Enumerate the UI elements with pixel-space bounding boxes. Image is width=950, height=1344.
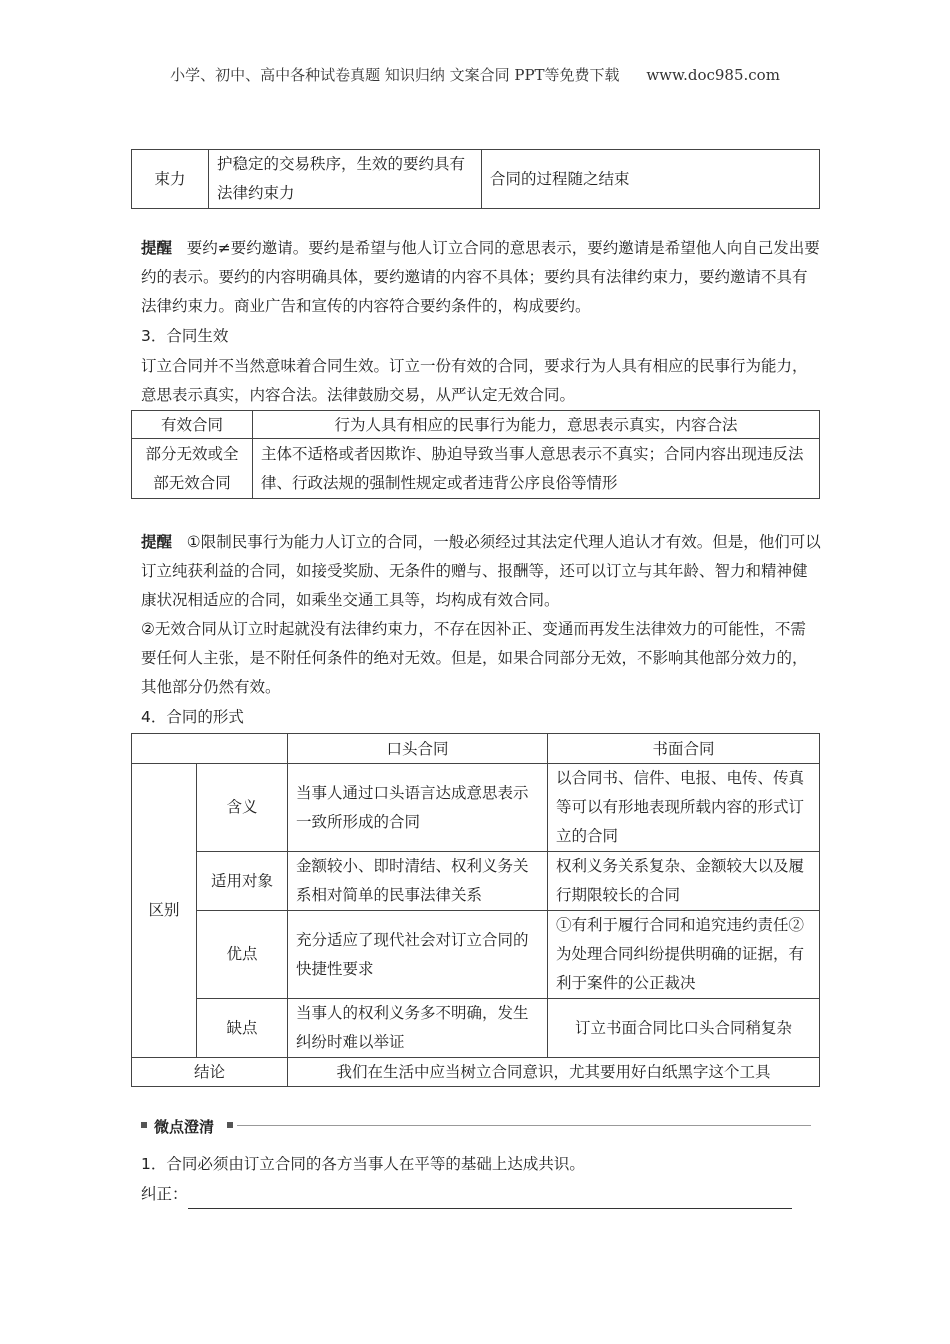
clarify-item-1: 1．合同必须由订立合同的各方当事人在平等的基础上达成共识。 <box>141 1155 585 1173</box>
form-row-3-written: ①有利于履行合同和追究违约责任②为处理合同纠纷提供明确的证据，有利于案件的公正裁决 <box>548 911 820 999</box>
correction-input[interactable] <box>188 1190 792 1209</box>
form-table <box>131 733 820 1087</box>
reminder-2-label: 提醒 <box>141 533 173 551</box>
validity-row-2-content: 主体不适格或者因欺诈、胁迫导致当事人意思表示不真实；合同内容出现违反法律、行政法规的强制性规定或者违背公序良俗等情形 <box>253 439 820 499</box>
reminder-2-p2: ②无效合同从订立时起就没有法律约束力，不存在因补正、变通而再发生法律效力的可能性，不需要任何人主张，是不附任何条件的绝对无效。但是，如果合同部分无效，不影响其他部分效力的，其他部分仍然有效。 <box>141 620 808 696</box>
validity-row-2-label: 部分无效或全部无效合同 <box>132 439 253 499</box>
form-row-2-label: 适用对象 <box>197 852 288 911</box>
clarify-bar <box>141 1116 811 1136</box>
reminder-1-text: 要约≠要约邀请。要约是希望与他人订立合同的意思表示，要约邀请是希望他人向自己发出要约的表示。要约的内容明确具体，要约邀请的内容不具体；要约具有法律约束力，要约邀请不具有法律约束力。商业广告和宣传的内容符合要约条件的，构成要约。 <box>141 239 820 315</box>
top-table-col2: 护稳定的交易秩序，生效的要约具有法律约束力 <box>209 150 482 209</box>
form-group-label: 区别 <box>132 764 197 1058</box>
correction-label: 纠正： <box>141 1185 188 1203</box>
validity-table <box>131 410 820 499</box>
top-table <box>131 149 820 209</box>
form-row-1-label: 含义 <box>197 764 288 852</box>
reminder-2-p1-text: ①限制民事行为能力人订立的合同，一般必须经过其法定代理人追认才有效。但是，他们可以订立纯获利益的合同，如接受奖励、无条件的赠与、报酬等，还可以订立与其年龄、智力和精神健康状况相适应的合同，如乘坐交通工具等，均构成有效合同。 <box>141 533 821 609</box>
validity-row-1-content: 行为人具有相应的民事行为能力，意思表示真实，内容合法 <box>253 411 820 439</box>
form-row-3-label: 优点 <box>197 911 288 999</box>
reminder-2 <box>141 528 821 702</box>
page-header <box>0 64 950 85</box>
clarify-marker-left <box>141 1122 147 1128</box>
form-row-4-written: 订立书面合同比口头合同稍复杂 <box>548 999 820 1058</box>
form-row-2-written: 权利义务关系复杂、金额较大以及履行期限较长的合同 <box>548 852 820 911</box>
section-3-intro: 订立合同并不当然意味着合同生效。订立一份有效的合同，要求行为人具有相应的民事行为能力，意思表示真实，内容合法。法律鼓励交易，从严认定无效合同。 <box>141 357 808 404</box>
clarify-marker-right <box>227 1122 233 1128</box>
reminder-1-label: 提醒 <box>141 239 173 257</box>
form-row-4-label: 缺点 <box>197 999 288 1058</box>
reminder-2-p1 <box>141 528 821 615</box>
form-col-oral: 口头合同 <box>288 734 548 764</box>
form-row-1-written: 以合同书、信件、电报、电传、传真等可以有形地表现所载内容的形式订立的合同 <box>548 764 820 852</box>
form-row-3-oral: 充分适应了现代社会对订立合同的快捷性要求 <box>288 911 548 999</box>
header-text: 小学、初中、高中各种试卷真题 知识归纳 文案合同 PPT等免费下载 <box>170 66 620 84</box>
form-table-corner <box>132 734 288 764</box>
form-conclusion: 我们在生活中应当树立合同意识，尤其要用好白纸黑字这个工具 <box>288 1058 820 1087</box>
reminder-1 <box>141 234 821 321</box>
correction-line <box>141 1180 821 1209</box>
section-3-title: 3．合同生效 <box>141 327 229 345</box>
form-col-written: 书面合同 <box>548 734 820 764</box>
form-row-4-oral: 当事人的权利义务多不明确，发生纠纷时难以举证 <box>288 999 548 1058</box>
form-row-2-oral: 金额较小、即时清结、权利义务关系相对简单的民事法律关系 <box>288 852 548 911</box>
validity-row-1-label: 有效合同 <box>132 411 253 439</box>
clarify-title: 微点澄清 <box>154 1118 215 1136</box>
form-conclusion-label: 结论 <box>132 1058 288 1087</box>
clarify-divider <box>237 1125 811 1126</box>
header-url[interactable]: www.doc985.com <box>646 66 780 84</box>
top-table-col1: 束力 <box>132 150 209 209</box>
section-4-title: 4．合同的形式 <box>141 708 244 726</box>
top-table-col3: 合同的过程随之结束 <box>482 150 820 209</box>
form-row-1-oral: 当事人通过口头语言达成意思表示一致所形成的合同 <box>288 764 548 852</box>
